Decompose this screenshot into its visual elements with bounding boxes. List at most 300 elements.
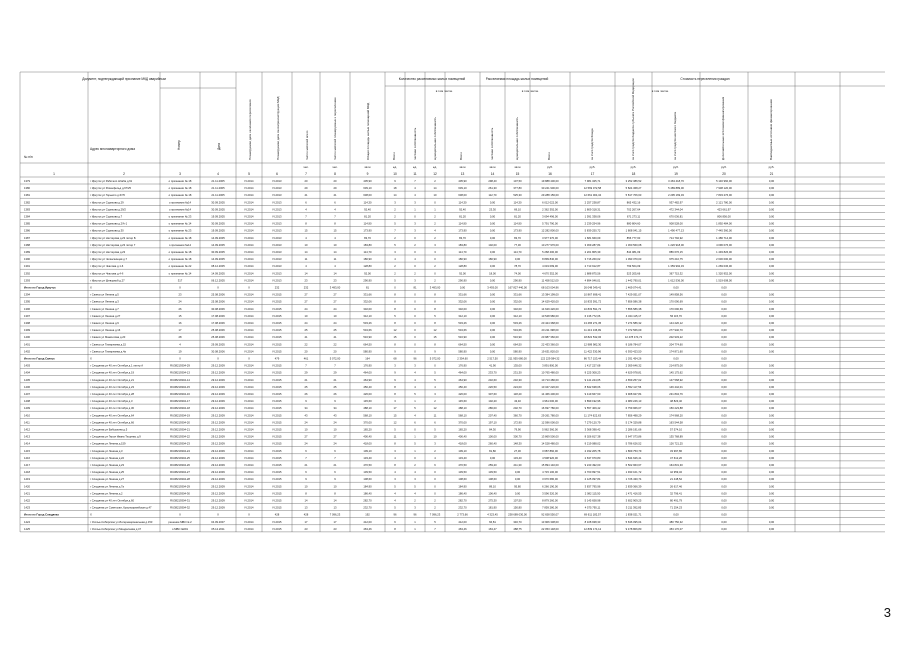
table-cell: 4 xyxy=(434,229,436,233)
table-cell: 0,00 xyxy=(768,393,775,396)
table-cell: 3 463 418,76 xyxy=(668,180,684,183)
table-cell: 428 xyxy=(274,513,280,517)
table-cell: 886 676,15 xyxy=(669,251,683,254)
table-cell: 0 xyxy=(414,329,416,333)
table-cell: 3 694 496,00 xyxy=(542,215,558,219)
table-cell: 8 879 260,00 xyxy=(542,499,558,503)
table-cell: 8 842 638,06 xyxy=(584,385,601,389)
table-cell: 4 xyxy=(414,371,416,375)
table-cell: 183,80 xyxy=(363,243,372,247)
table-cell: 1398 xyxy=(24,322,30,325)
table-cell: г Слюдянка ул Ленина д.7а xyxy=(90,485,125,489)
table-cell: 9 xyxy=(305,478,307,482)
table-cell: 4 xyxy=(179,343,181,347)
table-cell: 149 858,56 xyxy=(669,293,683,297)
table-cell: 5 xyxy=(394,279,396,283)
table-cell: 7 938 120,00 xyxy=(716,187,732,191)
table-cell: 638,00 xyxy=(458,194,467,198)
table-cell: IV.2013 xyxy=(272,251,282,254)
table-cell: 290,90 xyxy=(458,279,467,283)
table-cell: 0,00 xyxy=(768,527,775,531)
table-cell: 14 528 480,00 xyxy=(541,442,559,446)
table-cell: IV.2014 xyxy=(244,456,254,460)
table-cell: 1 838 021,71 xyxy=(625,513,642,517)
table-cell: 1 519 608,00 xyxy=(716,279,732,283)
table-cell: 68 xyxy=(393,357,397,361)
table-cell: 0,00 xyxy=(768,464,775,467)
table-cell: 9 225 308,23 xyxy=(584,371,601,375)
table-cell: IV.2015 xyxy=(272,350,282,354)
column-number-cell: 16 xyxy=(548,172,552,176)
table-cell: 4 xyxy=(414,492,416,496)
table-cell: 3 891 800,00 xyxy=(542,364,558,368)
table-cell: 43 xyxy=(333,414,337,418)
table-cell: 5 xyxy=(434,378,436,382)
table-cell: 4 xyxy=(414,258,416,262)
table-cell: 17.08.2006 xyxy=(211,314,225,318)
table-cell: 1 469 074,41 xyxy=(625,286,642,290)
table-cell: 332,06 xyxy=(458,300,467,304)
table-cell: 139,50 xyxy=(363,471,372,475)
table-cell: 1 031 454,26 xyxy=(625,357,642,361)
table-cell: IV.2014 xyxy=(244,485,254,489)
table-cell: 282,70 xyxy=(458,499,467,503)
table-cell: 109,10 xyxy=(363,449,372,453)
table-cell: 211 955 680,00 xyxy=(508,357,527,361)
table-cell: 0,00 xyxy=(768,258,775,262)
table-cell: 412,00 xyxy=(458,520,467,524)
table-cell: 332,00 xyxy=(513,307,522,311)
table-cell: 5 xyxy=(414,442,416,446)
table-cell: 0,00 xyxy=(673,513,679,517)
table-cell: 13 384 199,00 xyxy=(541,293,559,297)
table-cell: RU38219304-18 xyxy=(170,407,190,411)
table-cell: X xyxy=(217,513,219,517)
table-cell: 5 962 360,00 xyxy=(542,428,558,432)
table-cell: 282,70 xyxy=(363,499,372,503)
table-cell: 9 141 224,05 xyxy=(584,378,601,382)
table-cell: IV.2014 xyxy=(244,364,254,368)
table-cell: г Иркутск ул Сурикова д.29 xyxy=(90,201,124,205)
table-cell: IV.2014 xyxy=(244,279,254,283)
table-cell: г Усолье-Сибирское ул Интернациональная д.153 xyxy=(90,520,153,524)
table-cell: 29.12.2009 xyxy=(211,393,225,396)
table-cell: 18 822 532,06 xyxy=(583,336,602,340)
column-number-cell: 13 xyxy=(460,172,465,176)
table-cell: 10 713 480,00 xyxy=(541,378,559,382)
column-number-cell: 12 xyxy=(433,172,437,176)
table-cell: о признании № 18 xyxy=(168,194,192,198)
table-cell: 27 xyxy=(304,300,308,304)
table-cell: 9 xyxy=(394,180,396,183)
table-cell: решение МВК № 2 xyxy=(168,520,192,524)
table-cell: 68 103 004,96 xyxy=(541,286,559,290)
table-cell: 22 xyxy=(304,343,308,347)
table-cell: 464,90 xyxy=(458,378,467,382)
table-cell: 8 xyxy=(394,293,396,297)
table-cell: 232,70 xyxy=(458,506,467,510)
table-cell: г Иркутск ул Сурикова д.30 xyxy=(90,229,124,233)
table-cell: 25.08.2006 xyxy=(211,329,225,333)
table-cell: 2 xyxy=(434,400,436,404)
header-cost-extra: Дополнительные источники финансирования xyxy=(721,96,725,160)
table-cell: г Слюдянка ул Ленина д.25 xyxy=(90,471,125,475)
table-cell: 0,00 xyxy=(721,428,727,432)
table-cell: IV.2014 xyxy=(244,499,254,503)
table-cell: г Иркутск ул Рабочего Штаба д.61 xyxy=(90,180,133,183)
header-rooms-municipal: муниципальная собственность xyxy=(433,116,437,160)
table-cell: IV.2015 xyxy=(272,371,282,375)
unit-cell: руб. xyxy=(768,165,775,169)
table-cell: 0,00 xyxy=(768,229,775,233)
table-cell: 0,00 xyxy=(768,456,775,460)
table-cell: 2 637 970,80 xyxy=(584,456,601,460)
table-cell: 312,10 xyxy=(363,314,372,318)
table-cell: 145 175,62 xyxy=(669,371,683,375)
table-cell: 6 502 963,67 xyxy=(625,464,642,467)
table-cell: 13 906 338,00 xyxy=(541,520,559,524)
table-cell: 16 697 780,00 xyxy=(541,407,559,411)
table-cell: 10 xyxy=(333,243,337,247)
table-cell: 580,90 xyxy=(513,350,522,354)
table-cell: 19 631 820,00 xyxy=(541,350,559,354)
table-cell: 0,00 xyxy=(721,336,727,340)
table-cell: 24 xyxy=(304,307,308,311)
table-cell: 0,00 xyxy=(768,314,775,318)
header-rooms-private: частная собственность xyxy=(413,127,417,160)
table-cell: 17 xyxy=(393,407,397,411)
table-cell: 261,30 xyxy=(488,187,497,191)
table-cell: 180,90 xyxy=(363,258,372,262)
table-cell: 114,70 xyxy=(363,251,372,254)
table-cell: 3 493,00 xyxy=(329,286,341,290)
table-cell: 21 xyxy=(304,378,308,382)
table-cell: 0,00 xyxy=(768,428,775,432)
header-doc-label: Документ, подтверждающий признание МКД аварийным xyxy=(82,77,166,81)
table-cell: 165,20 xyxy=(363,428,372,432)
table-cell: 2 239 254,96 xyxy=(584,222,601,226)
table-cell: г Слюдянка ул 40 лет Октября д.28 xyxy=(90,393,134,396)
table-cell: 108,60 xyxy=(488,478,497,482)
table-cell: 1 809 318,31 xyxy=(584,208,601,212)
column-number-cell: 7 xyxy=(305,172,307,176)
table-cell: X xyxy=(248,286,250,290)
table-cell: 81,80 xyxy=(489,449,496,453)
table-cell: 5 839 250,72 xyxy=(584,229,601,233)
table-cell: 0,00 xyxy=(489,229,496,233)
table-cell: 463,46 xyxy=(458,527,467,531)
table-cell: 4 096 076,00 xyxy=(716,243,732,247)
table-cell: 7 xyxy=(305,215,307,219)
table-cell: IV.2013 xyxy=(272,222,282,226)
table-cell: 5 xyxy=(414,407,416,411)
table-cell: 0,00 xyxy=(768,279,775,283)
table-cell: 1 xyxy=(414,208,416,212)
table-cell: 0,00 xyxy=(768,407,775,411)
table-cell: 2 xyxy=(434,449,436,453)
table-cell: 7 372 566,09 xyxy=(625,329,642,333)
table-cell: 2 xyxy=(434,236,436,240)
table-cell: IV.2014 xyxy=(244,435,254,439)
table-cell: IV.2015 xyxy=(272,456,282,460)
table-cell: г Саянск ул Ленина д.27 xyxy=(90,314,121,318)
table-cell: IV.2015 xyxy=(272,407,282,411)
table-cell: о признании №14 xyxy=(168,201,192,205)
table-cell: 232,60 xyxy=(488,378,497,382)
table-cell: 114,90 xyxy=(513,222,522,226)
table-cell: 12 282 800,00 xyxy=(541,229,559,233)
table-cell: 1 xyxy=(414,527,416,531)
table-cell: Итого по Город Иркутск xyxy=(24,286,56,290)
table-cell: 186,40 xyxy=(363,492,372,496)
table-cell: 0,00 xyxy=(768,506,775,510)
table-cell: IV.2014 xyxy=(244,421,254,425)
table-cell: IV.2015 xyxy=(272,492,282,496)
table-cell: 29.12.2009 xyxy=(211,364,225,368)
table-cell: IV.2014 xyxy=(244,336,254,340)
table-cell: 1399 xyxy=(24,329,30,333)
table-cell: IV.2015 xyxy=(272,435,282,439)
table-cell: 1405 xyxy=(24,378,30,382)
table-cell: 30.08.2006 xyxy=(211,350,225,354)
unit-cell: руб. xyxy=(630,165,637,169)
table-cell: 30.09.2005 xyxy=(211,222,225,226)
table-cell: 100,00 xyxy=(488,435,497,439)
table-cell: 10 xyxy=(433,194,437,198)
table-cell: 7 096,23 xyxy=(429,513,441,517)
table-cell: 81,20 xyxy=(459,215,466,219)
table-cell: 29.12.2009 xyxy=(211,414,225,418)
header-cost-budget: за счет средств бюджета субъекта Российской Федерации xyxy=(631,78,635,160)
table-cell: 0,00 xyxy=(721,378,727,382)
table-cell: 30.09.2005 xyxy=(211,201,225,205)
table-cell: 523 205,66 xyxy=(626,272,641,276)
table-cell: 370,00 xyxy=(458,421,467,425)
table-cell: 0,00 xyxy=(768,215,775,219)
table-cell: г Усолье-Сибирское ул Менделеева д.47 xyxy=(90,527,142,531)
table-cell: 4 xyxy=(434,385,436,389)
table-cell: 6 xyxy=(334,449,336,453)
table-cell: 29.12.2009 xyxy=(211,478,225,482)
table-cell: 21 xyxy=(304,464,308,467)
table-cell: г Слюдянка ул 40 лет Октября д.64 xyxy=(90,414,134,418)
header-area-municipal: муниципальная собственность xyxy=(515,116,519,160)
table-cell: 8 xyxy=(305,222,307,226)
table-cell: 0,00 xyxy=(721,464,727,467)
header-cost-local: за счет средств местного бюджета xyxy=(673,111,677,160)
table-cell: 25 xyxy=(304,329,308,333)
table-cell: 488,10 xyxy=(363,407,372,411)
table-cell: RU38219304-26 xyxy=(170,464,190,467)
table-cell: 856 777,00 xyxy=(626,236,641,240)
table-cell: 164 xyxy=(365,357,370,361)
table-cell: IV.2014 xyxy=(244,400,254,404)
table-cell: 29.12.2009 xyxy=(211,428,225,432)
table-cell: 211,30 xyxy=(513,464,522,467)
table-cell: 13 xyxy=(333,506,337,510)
table-cell: 14.09.2005 xyxy=(211,243,225,247)
table-cell: 3 xyxy=(394,201,396,205)
table-cell: 8 xyxy=(394,343,396,347)
table-cell: IV.2013 xyxy=(272,187,282,191)
table-cell: IV.2014 xyxy=(244,492,254,496)
table-cell: 26 617,46 xyxy=(670,485,682,489)
table-cell: г Слюдянка ул 40 лет Октября д.23 xyxy=(90,385,134,389)
table-cell: IV.2014 xyxy=(244,520,254,524)
table-cell: 122 229 584,32 xyxy=(540,357,560,361)
header-rooms-group: Количество расселяемых жилых помещений xyxy=(398,77,466,81)
table-cell: IV.2014 xyxy=(244,449,254,453)
table-cell: 400,40 xyxy=(363,435,372,439)
table-cell: 135 768,89 xyxy=(669,435,683,439)
table-cell: 638,00 xyxy=(363,194,372,198)
table-cell: 0 xyxy=(414,343,416,347)
table-cell: 0,00 xyxy=(768,300,775,304)
table-cell: 0 xyxy=(414,293,416,297)
table-cell: 0,00 xyxy=(768,343,775,347)
table-cell: г Саянск ул Тимирязева д.4а xyxy=(90,350,126,354)
table-cell: 1 808 041,15 xyxy=(625,229,642,233)
table-cell: IV.2015 xyxy=(272,442,282,446)
table-cell: 83,70 xyxy=(459,236,466,240)
table-cell: 24 xyxy=(178,300,182,304)
table-cell: 0 xyxy=(414,236,416,240)
table-cell: 880 804,60 xyxy=(626,222,641,226)
table-cell: 0,00 xyxy=(721,471,727,475)
table-cell: 114,90 xyxy=(458,222,467,226)
table-cell: г Иркутск ул Шевцовой д.27 xyxy=(90,279,125,283)
table-cell: 533,26 xyxy=(513,322,522,325)
table-cell: 128,80 xyxy=(458,265,467,269)
table-cell: 20 987 360,00 xyxy=(541,336,559,340)
table-cell: 0 xyxy=(414,336,416,340)
table-cell: 12 569 072,58 xyxy=(583,187,602,191)
column-number-cell: 17 xyxy=(590,172,595,176)
table-cell: 259,20 xyxy=(488,464,497,467)
table-cell: 1404 xyxy=(24,371,30,375)
table-cell: 10 765 480,00 xyxy=(541,371,559,375)
table-cell: IV.2014 xyxy=(244,350,254,354)
table-cell: 29.12.2009 xyxy=(211,371,225,375)
table-cell: 5 xyxy=(394,485,396,489)
table-cell: 26 xyxy=(304,393,308,396)
table-cell: 29.12.2009 xyxy=(211,499,225,503)
table-cell: 534,66 xyxy=(458,329,467,333)
table-cell: 135,00 xyxy=(513,364,522,368)
table-cell: 3 xyxy=(394,364,396,368)
table-cell: 525,30 xyxy=(513,194,522,198)
table-cell: 7 xyxy=(305,364,307,368)
table-cell: RU38219304-28 xyxy=(170,478,190,482)
table-cell: 0,00 xyxy=(721,329,727,333)
table-cell: 2 983 246,13 xyxy=(625,400,642,404)
table-cell: 0,00 xyxy=(768,520,775,524)
table-cell: 3 xyxy=(434,393,436,396)
header-rooms-all: Всего xyxy=(392,152,396,160)
table-cell: 0,00 xyxy=(489,456,496,460)
table-cell: г Саянск ул Мамонтова д.20 xyxy=(90,336,126,340)
table-cell: 1 xyxy=(414,449,416,453)
table-cell: 17.08.2006 xyxy=(211,322,225,325)
table-cell: 10 xyxy=(333,428,337,432)
table-cell: 9 243 492,00 xyxy=(584,464,601,467)
table-cell: 461 xyxy=(303,357,309,361)
table-cell: 23 xyxy=(333,279,337,283)
table-cell: 17 xyxy=(304,520,308,524)
table-cell: 1380 xyxy=(24,187,30,191)
table-cell: 1 493 826,00 xyxy=(716,251,732,254)
table-cell: 9 219 088,02 xyxy=(584,442,601,446)
table-cell: IV.2015 xyxy=(272,385,282,389)
table-cell: 1417 xyxy=(24,464,30,467)
table-cell: 34 xyxy=(304,407,308,411)
table-cell: 147 568,92 xyxy=(669,378,683,382)
table-cell: RU38219304-20 xyxy=(170,421,190,425)
table-cell: RU38219304-23 xyxy=(170,442,190,446)
table-cell: IV.2014 xyxy=(244,272,254,276)
table-cell: 0 xyxy=(414,300,416,304)
table-cell: о признании № 18 xyxy=(168,258,192,262)
table-cell: 307,60 xyxy=(488,393,497,396)
table-cell: 4 xyxy=(305,236,307,240)
header-residents: Число жителей всего xyxy=(305,130,309,160)
table-cell: 1414 xyxy=(24,442,30,446)
table-cell: 96 xyxy=(413,513,417,517)
table-cell: 937 482,97 xyxy=(669,201,683,205)
table-cell: 12 989 982,30 xyxy=(583,343,602,347)
table-cell: IV.2014 xyxy=(244,478,254,482)
table-cell: 14 629 420,00 xyxy=(541,300,559,304)
table-cell: 186,40 xyxy=(458,492,467,496)
table-cell: 19 xyxy=(178,350,182,354)
table-cell: 9 478 806,80 xyxy=(625,527,642,531)
table-cell: 3 xyxy=(394,400,396,404)
column-number-cell: 19 xyxy=(674,172,678,176)
table-cell: 192 xyxy=(365,513,370,517)
table-cell: 534,66 xyxy=(363,329,372,333)
table-cell: 0 xyxy=(414,314,416,318)
table-cell: 95,80 xyxy=(514,485,521,489)
table-cell: 450,40 xyxy=(458,385,467,389)
table-cell: 534,66 xyxy=(513,329,522,333)
table-cell: 204 774,60 xyxy=(669,343,683,347)
header-cost-all: Всего xyxy=(547,152,551,160)
table-cell: RU38219304-30 xyxy=(170,492,190,496)
table-cell: 22 xyxy=(333,343,337,347)
table-cell: 0,00 xyxy=(721,513,727,517)
table-cell: 533,26 xyxy=(458,322,467,325)
column-number-cell: 11 xyxy=(413,172,417,176)
table-cell: 24 xyxy=(333,307,337,311)
table-cell: 0,00 xyxy=(489,215,496,219)
table-cell: 290,90 xyxy=(513,279,522,283)
table-cell: 11 xyxy=(304,258,308,262)
header-address: Адрес многоквартирного дома xyxy=(90,147,136,151)
table-cell: 0,00 xyxy=(768,400,775,404)
table-cell: 14.09.2005 xyxy=(211,258,225,262)
table-cell: 0,00 xyxy=(489,251,496,254)
table-cell: 7 xyxy=(334,364,336,368)
table-cell: 5 xyxy=(434,314,436,318)
table-cell: 3 xyxy=(414,506,416,510)
header-cost-incl: в том числе xyxy=(651,89,669,93)
table-cell: 346,70 xyxy=(513,520,522,524)
table-cell: 172,90 xyxy=(513,421,522,425)
table-cell: 106,40 xyxy=(488,492,497,496)
table-cell: 0 xyxy=(434,364,436,368)
table-cell: 3 493,00 xyxy=(487,286,498,290)
table-cell: 146 442,01 xyxy=(669,385,683,389)
